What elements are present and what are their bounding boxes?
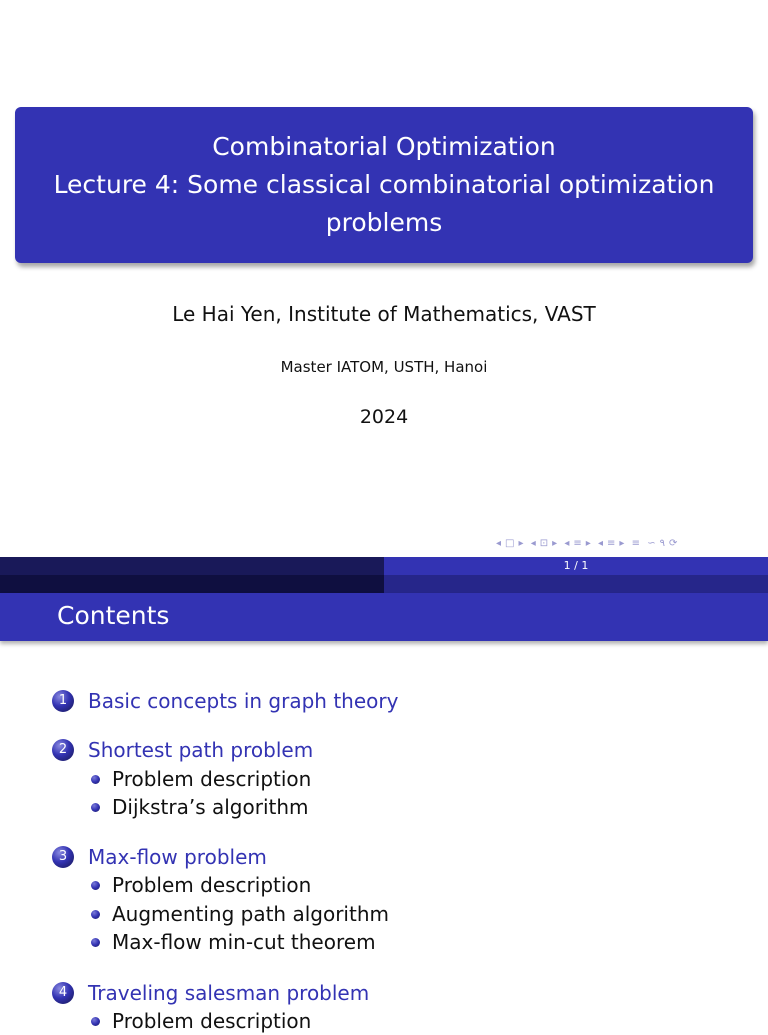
nav-next-icon[interactable]: ▸ xyxy=(585,538,591,549)
date: 2024 xyxy=(359,406,409,428)
frame-title-bar xyxy=(0,593,768,641)
footer-bar xyxy=(0,557,768,593)
nav-next-icon[interactable]: ▸ xyxy=(518,538,524,549)
nav-search-icon[interactable]: ۹ xyxy=(659,538,665,549)
nav-prev-icon[interactable]: ◂ xyxy=(597,538,604,549)
nav-prev-icon[interactable]: ◂ xyxy=(496,538,502,549)
frame-title: Contents xyxy=(57,601,170,630)
footer-right-bottom xyxy=(384,575,768,593)
nav-frame-icon[interactable]: ⊡ xyxy=(539,538,549,549)
toc-section-label[interactable]: Basic concepts in graph theory xyxy=(88,689,399,713)
title-line-3: problems xyxy=(325,208,443,237)
section-number-ball: 3 xyxy=(52,846,74,868)
toc-subsection-label[interactable]: Augmenting path algorithm xyxy=(112,902,389,926)
beamer-navigation[interactable] xyxy=(496,538,681,549)
footer-left-bottom xyxy=(0,575,384,593)
section-number-ball: 1 xyxy=(52,690,74,712)
nav-prev-icon[interactable]: ◂ xyxy=(564,538,570,549)
toc-section-label[interactable]: Traveling salesman problem xyxy=(88,981,370,1005)
bullet-icon xyxy=(91,881,100,890)
toc-section-label[interactable]: Max-flow problem xyxy=(88,845,267,869)
toc-subsection-label[interactable]: Max-flow min-cut theorem xyxy=(112,930,376,954)
institute: Master IATOM, USTH, Hanoi xyxy=(280,358,488,376)
nav-subsection-icon[interactable]: ≡ xyxy=(573,538,582,549)
author: Le Hai Yen, Institute of Mathematics, VAST xyxy=(172,302,596,326)
nav-next-icon[interactable]: ▸ xyxy=(619,538,625,549)
nav-next-icon[interactable]: ▸ xyxy=(552,538,558,549)
toc-section-label[interactable]: Shortest path problem xyxy=(88,738,314,762)
section-number-ball: 2 xyxy=(52,739,74,761)
contents-slide xyxy=(0,593,768,1033)
nav-back-icon[interactable]: ∽ xyxy=(647,538,656,549)
bullet-icon xyxy=(91,775,100,784)
toc-subsection-label[interactable]: Problem description xyxy=(112,873,312,897)
toc-subsection-label[interactable]: Problem description xyxy=(112,767,312,791)
title-box xyxy=(15,107,753,263)
nav-refresh-icon[interactable]: ⟳ xyxy=(668,538,678,549)
title-line-1: Combinatorial Optimization xyxy=(212,132,556,161)
bullet-icon xyxy=(91,910,100,919)
bullet-icon xyxy=(91,1017,100,1026)
nav-toc-icon[interactable]: ≡ xyxy=(631,538,641,549)
toc-subsection-label[interactable]: Problem description xyxy=(112,1009,312,1033)
nav-prev-icon[interactable]: ◂ xyxy=(530,538,536,549)
footer-left-top xyxy=(0,557,384,575)
bullet-icon xyxy=(91,938,100,947)
section-number-ball: 4 xyxy=(52,982,74,1004)
page-number: 1 / 1 xyxy=(563,559,589,572)
title-line-2: Lecture 4: Some classical combinatorial optimization xyxy=(53,170,715,199)
bullet-icon xyxy=(91,803,100,812)
nav-slide-icon[interactable]: □ xyxy=(505,538,515,549)
toc-subsection-label[interactable]: Dijkstra’s algorithm xyxy=(112,795,309,819)
nav-section-icon[interactable]: ≡ xyxy=(607,538,616,549)
